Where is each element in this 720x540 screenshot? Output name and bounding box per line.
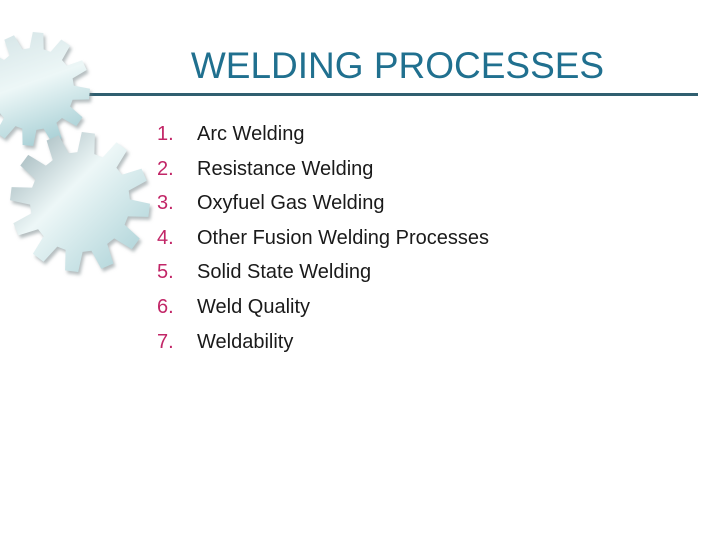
list-item [157,117,489,152]
item-label: Oxyfuel Gas Welding [197,192,385,215]
item-number: 6. [157,295,174,318]
list-item [157,325,489,360]
item-number: 7. [157,330,174,353]
list-item [157,221,489,256]
numbered-list [157,117,489,359]
list-item [157,255,489,290]
item-number: 2. [157,157,174,180]
list-item [157,290,489,325]
item-label: Other Fusion Welding Processes [197,226,489,249]
item-label: Arc Welding [197,123,305,145]
title-underline [88,93,698,96]
slide-title: WELDING PROCESSES [190,45,605,86]
gear-icon [0,32,90,146]
gear-icon [10,132,150,272]
item-number: 4. [157,226,174,249]
item-number: 3. [157,192,174,215]
item-number: 1. [157,123,174,145]
item-label: Solid State Welding [197,261,372,284]
item-label: Weldability [197,330,294,353]
list-item [157,186,489,221]
item-label: Weld Quality [197,295,311,318]
item-number: 5. [157,261,174,284]
item-label: Resistance Welding [197,157,374,180]
list-item [157,152,489,187]
